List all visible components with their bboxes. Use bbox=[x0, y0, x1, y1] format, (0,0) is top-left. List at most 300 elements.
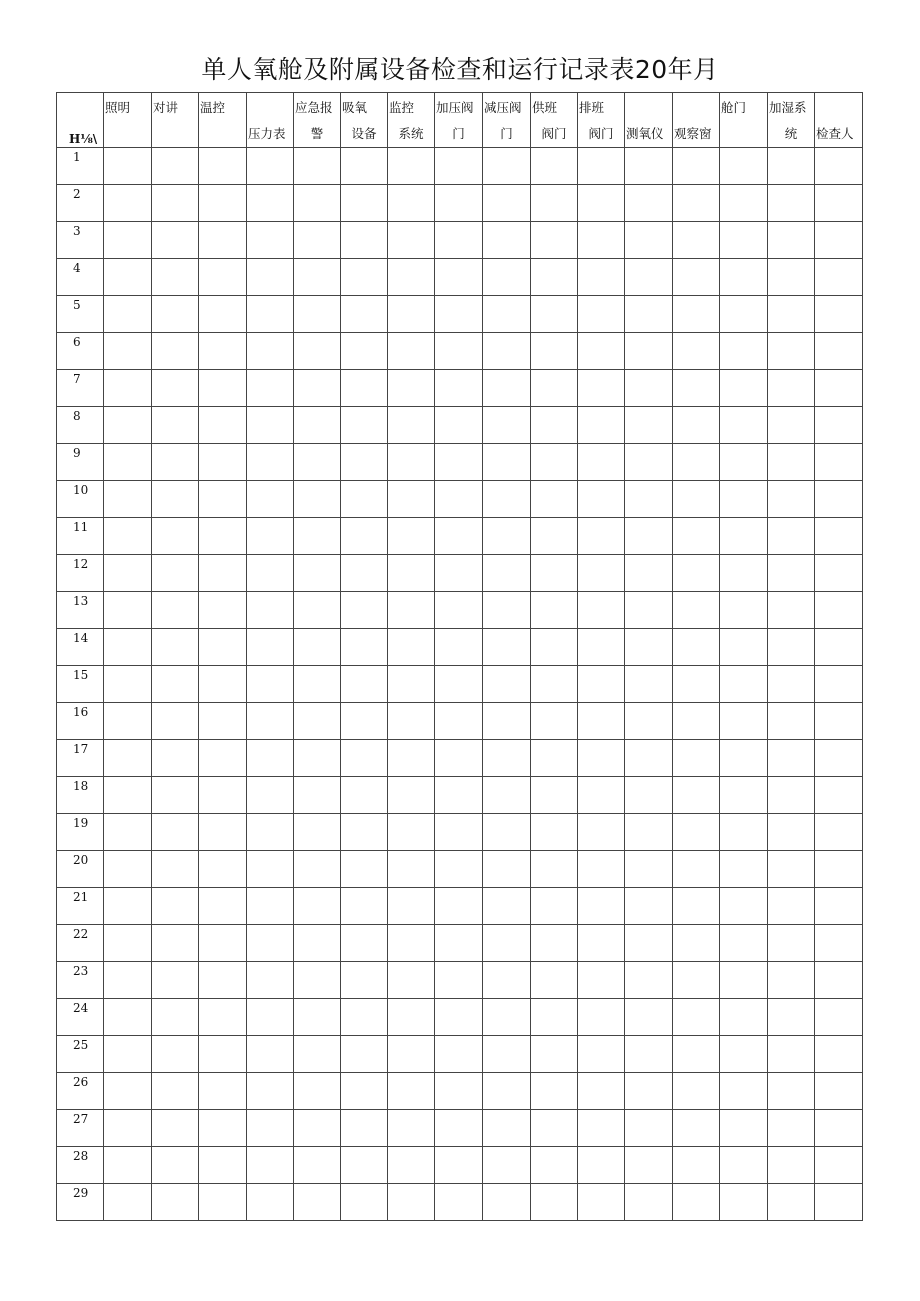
entry-cell[interactable] bbox=[247, 370, 294, 407]
entry-cell[interactable] bbox=[104, 222, 152, 259]
entry-cell[interactable] bbox=[720, 740, 768, 777]
entry-cell[interactable] bbox=[483, 1073, 531, 1110]
entry-cell[interactable] bbox=[341, 444, 388, 481]
entry-cell[interactable] bbox=[768, 1184, 815, 1221]
entry-cell[interactable] bbox=[720, 999, 768, 1036]
entry-cell[interactable] bbox=[104, 703, 152, 740]
entry-cell[interactable] bbox=[673, 1110, 720, 1147]
entry-cell[interactable] bbox=[294, 222, 341, 259]
entry-cell[interactable] bbox=[720, 555, 768, 592]
entry-cell[interactable] bbox=[768, 1073, 815, 1110]
entry-cell[interactable] bbox=[247, 518, 294, 555]
entry-cell[interactable] bbox=[104, 999, 152, 1036]
entry-cell[interactable] bbox=[152, 259, 199, 296]
entry-cell[interactable] bbox=[341, 851, 388, 888]
entry-cell[interactable] bbox=[768, 814, 815, 851]
entry-cell[interactable] bbox=[294, 925, 341, 962]
entry-cell[interactable] bbox=[625, 333, 673, 370]
entry-cell[interactable] bbox=[435, 814, 483, 851]
entry-cell[interactable] bbox=[341, 148, 388, 185]
entry-cell[interactable] bbox=[247, 444, 294, 481]
entry-cell[interactable] bbox=[247, 222, 294, 259]
entry-cell[interactable] bbox=[247, 407, 294, 444]
entry-cell[interactable] bbox=[341, 518, 388, 555]
entry-cell[interactable] bbox=[294, 555, 341, 592]
entry-cell[interactable] bbox=[388, 666, 435, 703]
entry-cell[interactable] bbox=[768, 555, 815, 592]
entry-cell[interactable] bbox=[247, 999, 294, 1036]
entry-cell[interactable] bbox=[435, 592, 483, 629]
entry-cell[interactable] bbox=[815, 333, 863, 370]
entry-cell[interactable] bbox=[388, 888, 435, 925]
entry-cell[interactable] bbox=[625, 444, 673, 481]
entry-cell[interactable] bbox=[768, 925, 815, 962]
entry-cell[interactable] bbox=[104, 629, 152, 666]
entry-cell[interactable] bbox=[435, 740, 483, 777]
entry-cell[interactable] bbox=[720, 1036, 768, 1073]
entry-cell[interactable] bbox=[483, 851, 531, 888]
entry-cell[interactable] bbox=[294, 444, 341, 481]
entry-cell[interactable] bbox=[388, 333, 435, 370]
entry-cell[interactable] bbox=[294, 370, 341, 407]
entry-cell[interactable] bbox=[341, 370, 388, 407]
entry-cell[interactable] bbox=[625, 703, 673, 740]
entry-cell[interactable] bbox=[199, 444, 247, 481]
entry-cell[interactable] bbox=[531, 407, 578, 444]
entry-cell[interactable] bbox=[531, 222, 578, 259]
entry-cell[interactable] bbox=[483, 925, 531, 962]
entry-cell[interactable] bbox=[341, 629, 388, 666]
entry-cell[interactable] bbox=[531, 518, 578, 555]
entry-cell[interactable] bbox=[720, 666, 768, 703]
entry-cell[interactable] bbox=[625, 296, 673, 333]
entry-cell[interactable] bbox=[247, 1036, 294, 1073]
entry-cell[interactable] bbox=[152, 925, 199, 962]
entry-cell[interactable] bbox=[578, 444, 625, 481]
entry-cell[interactable] bbox=[768, 148, 815, 185]
entry-cell[interactable] bbox=[152, 1036, 199, 1073]
entry-cell[interactable] bbox=[720, 518, 768, 555]
entry-cell[interactable] bbox=[435, 925, 483, 962]
entry-cell[interactable] bbox=[531, 1036, 578, 1073]
entry-cell[interactable] bbox=[720, 777, 768, 814]
entry-cell[interactable] bbox=[294, 481, 341, 518]
entry-cell[interactable] bbox=[104, 925, 152, 962]
entry-cell[interactable] bbox=[247, 333, 294, 370]
entry-cell[interactable] bbox=[625, 592, 673, 629]
entry-cell[interactable] bbox=[388, 1184, 435, 1221]
entry-cell[interactable] bbox=[152, 592, 199, 629]
entry-cell[interactable] bbox=[625, 185, 673, 222]
entry-cell[interactable] bbox=[435, 333, 483, 370]
entry-cell[interactable] bbox=[768, 666, 815, 703]
entry-cell[interactable] bbox=[673, 296, 720, 333]
entry-cell[interactable] bbox=[104, 148, 152, 185]
entry-cell[interactable] bbox=[247, 962, 294, 999]
entry-cell[interactable] bbox=[720, 814, 768, 851]
entry-cell[interactable] bbox=[768, 592, 815, 629]
entry-cell[interactable] bbox=[768, 481, 815, 518]
entry-cell[interactable] bbox=[483, 888, 531, 925]
entry-cell[interactable] bbox=[531, 814, 578, 851]
entry-cell[interactable] bbox=[104, 1184, 152, 1221]
entry-cell[interactable] bbox=[104, 444, 152, 481]
entry-cell[interactable] bbox=[483, 481, 531, 518]
entry-cell[interactable] bbox=[673, 1036, 720, 1073]
entry-cell[interactable] bbox=[768, 1110, 815, 1147]
entry-cell[interactable] bbox=[483, 1147, 531, 1184]
entry-cell[interactable] bbox=[294, 1110, 341, 1147]
entry-cell[interactable] bbox=[104, 555, 152, 592]
entry-cell[interactable] bbox=[720, 851, 768, 888]
entry-cell[interactable] bbox=[815, 518, 863, 555]
entry-cell[interactable] bbox=[341, 814, 388, 851]
entry-cell[interactable] bbox=[768, 259, 815, 296]
entry-cell[interactable] bbox=[720, 444, 768, 481]
entry-cell[interactable] bbox=[720, 407, 768, 444]
entry-cell[interactable] bbox=[435, 259, 483, 296]
entry-cell[interactable] bbox=[815, 1073, 863, 1110]
entry-cell[interactable] bbox=[104, 1110, 152, 1147]
entry-cell[interactable] bbox=[341, 777, 388, 814]
entry-cell[interactable] bbox=[673, 481, 720, 518]
entry-cell[interactable] bbox=[720, 925, 768, 962]
entry-cell[interactable] bbox=[578, 1036, 625, 1073]
entry-cell[interactable] bbox=[531, 370, 578, 407]
entry-cell[interactable] bbox=[104, 740, 152, 777]
entry-cell[interactable] bbox=[531, 962, 578, 999]
entry-cell[interactable] bbox=[578, 185, 625, 222]
entry-cell[interactable] bbox=[341, 555, 388, 592]
entry-cell[interactable] bbox=[152, 851, 199, 888]
entry-cell[interactable] bbox=[388, 555, 435, 592]
entry-cell[interactable] bbox=[388, 851, 435, 888]
entry-cell[interactable] bbox=[768, 370, 815, 407]
entry-cell[interactable] bbox=[341, 481, 388, 518]
entry-cell[interactable] bbox=[247, 666, 294, 703]
entry-cell[interactable] bbox=[625, 629, 673, 666]
entry-cell[interactable] bbox=[247, 296, 294, 333]
entry-cell[interactable] bbox=[247, 1184, 294, 1221]
entry-cell[interactable] bbox=[815, 666, 863, 703]
entry-cell[interactable] bbox=[720, 1073, 768, 1110]
entry-cell[interactable] bbox=[104, 1147, 152, 1184]
entry-cell[interactable] bbox=[388, 703, 435, 740]
entry-cell[interactable] bbox=[673, 370, 720, 407]
entry-cell[interactable] bbox=[294, 592, 341, 629]
entry-cell[interactable] bbox=[720, 629, 768, 666]
entry-cell[interactable] bbox=[152, 999, 199, 1036]
entry-cell[interactable] bbox=[578, 370, 625, 407]
entry-cell[interactable] bbox=[104, 333, 152, 370]
entry-cell[interactable] bbox=[388, 296, 435, 333]
entry-cell[interactable] bbox=[199, 148, 247, 185]
entry-cell[interactable] bbox=[483, 1184, 531, 1221]
entry-cell[interactable] bbox=[294, 148, 341, 185]
entry-cell[interactable] bbox=[388, 629, 435, 666]
entry-cell[interactable] bbox=[199, 1184, 247, 1221]
entry-cell[interactable] bbox=[341, 962, 388, 999]
entry-cell[interactable] bbox=[578, 333, 625, 370]
entry-cell[interactable] bbox=[768, 222, 815, 259]
entry-cell[interactable] bbox=[815, 444, 863, 481]
entry-cell[interactable] bbox=[199, 814, 247, 851]
entry-cell[interactable] bbox=[483, 814, 531, 851]
entry-cell[interactable] bbox=[104, 777, 152, 814]
entry-cell[interactable] bbox=[199, 222, 247, 259]
entry-cell[interactable] bbox=[247, 888, 294, 925]
entry-cell[interactable] bbox=[152, 962, 199, 999]
entry-cell[interactable] bbox=[247, 185, 294, 222]
entry-cell[interactable] bbox=[104, 370, 152, 407]
entry-cell[interactable] bbox=[388, 407, 435, 444]
entry-cell[interactable] bbox=[815, 851, 863, 888]
entry-cell[interactable] bbox=[483, 148, 531, 185]
entry-cell[interactable] bbox=[388, 592, 435, 629]
entry-cell[interactable] bbox=[294, 518, 341, 555]
entry-cell[interactable] bbox=[625, 1147, 673, 1184]
entry-cell[interactable] bbox=[483, 222, 531, 259]
entry-cell[interactable] bbox=[341, 1147, 388, 1184]
entry-cell[interactable] bbox=[294, 962, 341, 999]
entry-cell[interactable] bbox=[625, 222, 673, 259]
entry-cell[interactable] bbox=[294, 259, 341, 296]
entry-cell[interactable] bbox=[768, 444, 815, 481]
entry-cell[interactable] bbox=[531, 1147, 578, 1184]
entry-cell[interactable] bbox=[435, 1184, 483, 1221]
entry-cell[interactable] bbox=[199, 1147, 247, 1184]
entry-cell[interactable] bbox=[104, 407, 152, 444]
entry-cell[interactable] bbox=[104, 888, 152, 925]
entry-cell[interactable] bbox=[578, 703, 625, 740]
entry-cell[interactable] bbox=[199, 962, 247, 999]
entry-cell[interactable] bbox=[578, 740, 625, 777]
entry-cell[interactable] bbox=[294, 629, 341, 666]
entry-cell[interactable] bbox=[199, 555, 247, 592]
entry-cell[interactable] bbox=[152, 407, 199, 444]
entry-cell[interactable] bbox=[435, 666, 483, 703]
entry-cell[interactable] bbox=[531, 333, 578, 370]
entry-cell[interactable] bbox=[720, 481, 768, 518]
entry-cell[interactable] bbox=[294, 1184, 341, 1221]
entry-cell[interactable] bbox=[247, 740, 294, 777]
entry-cell[interactable] bbox=[815, 1147, 863, 1184]
entry-cell[interactable] bbox=[294, 296, 341, 333]
entry-cell[interactable] bbox=[341, 1073, 388, 1110]
entry-cell[interactable] bbox=[625, 1110, 673, 1147]
entry-cell[interactable] bbox=[578, 1110, 625, 1147]
entry-cell[interactable] bbox=[483, 999, 531, 1036]
entry-cell[interactable] bbox=[152, 148, 199, 185]
entry-cell[interactable] bbox=[388, 370, 435, 407]
entry-cell[interactable] bbox=[341, 925, 388, 962]
entry-cell[interactable] bbox=[625, 666, 673, 703]
entry-cell[interactable] bbox=[435, 1147, 483, 1184]
entry-cell[interactable] bbox=[720, 185, 768, 222]
entry-cell[interactable] bbox=[341, 407, 388, 444]
entry-cell[interactable] bbox=[720, 296, 768, 333]
entry-cell[interactable] bbox=[388, 740, 435, 777]
entry-cell[interactable] bbox=[720, 259, 768, 296]
entry-cell[interactable] bbox=[578, 222, 625, 259]
entry-cell[interactable] bbox=[815, 185, 863, 222]
entry-cell[interactable] bbox=[388, 999, 435, 1036]
entry-cell[interactable] bbox=[341, 592, 388, 629]
entry-cell[interactable] bbox=[247, 148, 294, 185]
entry-cell[interactable] bbox=[104, 962, 152, 999]
entry-cell[interactable] bbox=[625, 851, 673, 888]
entry-cell[interactable] bbox=[815, 222, 863, 259]
entry-cell[interactable] bbox=[768, 333, 815, 370]
entry-cell[interactable] bbox=[531, 999, 578, 1036]
entry-cell[interactable] bbox=[815, 629, 863, 666]
entry-cell[interactable] bbox=[152, 1110, 199, 1147]
entry-cell[interactable] bbox=[815, 777, 863, 814]
entry-cell[interactable] bbox=[152, 481, 199, 518]
entry-cell[interactable] bbox=[578, 296, 625, 333]
entry-cell[interactable] bbox=[199, 296, 247, 333]
entry-cell[interactable] bbox=[341, 999, 388, 1036]
entry-cell[interactable] bbox=[720, 370, 768, 407]
entry-cell[interactable] bbox=[341, 222, 388, 259]
entry-cell[interactable] bbox=[483, 666, 531, 703]
entry-cell[interactable] bbox=[531, 703, 578, 740]
entry-cell[interactable] bbox=[815, 1110, 863, 1147]
entry-cell[interactable] bbox=[578, 555, 625, 592]
entry-cell[interactable] bbox=[768, 999, 815, 1036]
entry-cell[interactable] bbox=[625, 407, 673, 444]
entry-cell[interactable] bbox=[247, 629, 294, 666]
entry-cell[interactable] bbox=[578, 629, 625, 666]
entry-cell[interactable] bbox=[388, 185, 435, 222]
entry-cell[interactable] bbox=[435, 888, 483, 925]
entry-cell[interactable] bbox=[673, 518, 720, 555]
entry-cell[interactable] bbox=[768, 296, 815, 333]
entry-cell[interactable] bbox=[483, 444, 531, 481]
entry-cell[interactable] bbox=[483, 407, 531, 444]
entry-cell[interactable] bbox=[152, 1073, 199, 1110]
entry-cell[interactable] bbox=[483, 518, 531, 555]
entry-cell[interactable] bbox=[199, 925, 247, 962]
entry-cell[interactable] bbox=[673, 629, 720, 666]
entry-cell[interactable] bbox=[625, 999, 673, 1036]
entry-cell[interactable] bbox=[768, 962, 815, 999]
entry-cell[interactable] bbox=[483, 370, 531, 407]
entry-cell[interactable] bbox=[152, 740, 199, 777]
entry-cell[interactable] bbox=[435, 629, 483, 666]
entry-cell[interactable] bbox=[199, 999, 247, 1036]
entry-cell[interactable] bbox=[152, 185, 199, 222]
entry-cell[interactable] bbox=[294, 814, 341, 851]
entry-cell[interactable] bbox=[578, 777, 625, 814]
entry-cell[interactable] bbox=[673, 1147, 720, 1184]
entry-cell[interactable] bbox=[625, 148, 673, 185]
entry-cell[interactable] bbox=[483, 296, 531, 333]
entry-cell[interactable] bbox=[673, 148, 720, 185]
entry-cell[interactable] bbox=[435, 444, 483, 481]
entry-cell[interactable] bbox=[578, 148, 625, 185]
entry-cell[interactable] bbox=[199, 185, 247, 222]
entry-cell[interactable] bbox=[531, 444, 578, 481]
entry-cell[interactable] bbox=[435, 481, 483, 518]
entry-cell[interactable] bbox=[388, 148, 435, 185]
entry-cell[interactable] bbox=[199, 481, 247, 518]
entry-cell[interactable] bbox=[531, 592, 578, 629]
entry-cell[interactable] bbox=[152, 518, 199, 555]
entry-cell[interactable] bbox=[199, 259, 247, 296]
entry-cell[interactable] bbox=[673, 962, 720, 999]
entry-cell[interactable] bbox=[247, 703, 294, 740]
entry-cell[interactable] bbox=[247, 925, 294, 962]
entry-cell[interactable] bbox=[104, 1036, 152, 1073]
entry-cell[interactable] bbox=[625, 370, 673, 407]
entry-cell[interactable] bbox=[578, 259, 625, 296]
entry-cell[interactable] bbox=[625, 259, 673, 296]
entry-cell[interactable] bbox=[247, 814, 294, 851]
entry-cell[interactable] bbox=[294, 703, 341, 740]
entry-cell[interactable] bbox=[531, 777, 578, 814]
entry-cell[interactable] bbox=[388, 814, 435, 851]
entry-cell[interactable] bbox=[341, 296, 388, 333]
entry-cell[interactable] bbox=[388, 1110, 435, 1147]
entry-cell[interactable] bbox=[673, 333, 720, 370]
entry-cell[interactable] bbox=[768, 1036, 815, 1073]
entry-cell[interactable] bbox=[815, 962, 863, 999]
entry-cell[interactable] bbox=[435, 148, 483, 185]
entry-cell[interactable] bbox=[625, 555, 673, 592]
entry-cell[interactable] bbox=[815, 370, 863, 407]
entry-cell[interactable] bbox=[199, 740, 247, 777]
entry-cell[interactable] bbox=[388, 222, 435, 259]
entry-cell[interactable] bbox=[578, 925, 625, 962]
entry-cell[interactable] bbox=[294, 888, 341, 925]
entry-cell[interactable] bbox=[673, 666, 720, 703]
entry-cell[interactable] bbox=[673, 185, 720, 222]
entry-cell[interactable] bbox=[152, 629, 199, 666]
entry-cell[interactable] bbox=[199, 777, 247, 814]
entry-cell[interactable] bbox=[104, 481, 152, 518]
entry-cell[interactable] bbox=[720, 1147, 768, 1184]
entry-cell[interactable] bbox=[104, 259, 152, 296]
entry-cell[interactable] bbox=[388, 1036, 435, 1073]
entry-cell[interactable] bbox=[247, 555, 294, 592]
entry-cell[interactable] bbox=[673, 703, 720, 740]
entry-cell[interactable] bbox=[104, 814, 152, 851]
entry-cell[interactable] bbox=[578, 518, 625, 555]
entry-cell[interactable] bbox=[768, 851, 815, 888]
entry-cell[interactable] bbox=[435, 777, 483, 814]
entry-cell[interactable] bbox=[199, 851, 247, 888]
entry-cell[interactable] bbox=[199, 666, 247, 703]
entry-cell[interactable] bbox=[625, 481, 673, 518]
entry-cell[interactable] bbox=[152, 370, 199, 407]
entry-cell[interactable] bbox=[341, 1110, 388, 1147]
entry-cell[interactable] bbox=[294, 1147, 341, 1184]
entry-cell[interactable] bbox=[435, 703, 483, 740]
entry-cell[interactable] bbox=[578, 1073, 625, 1110]
entry-cell[interactable] bbox=[673, 851, 720, 888]
entry-cell[interactable] bbox=[531, 629, 578, 666]
entry-cell[interactable] bbox=[815, 296, 863, 333]
entry-cell[interactable] bbox=[531, 148, 578, 185]
entry-cell[interactable] bbox=[104, 1073, 152, 1110]
entry-cell[interactable] bbox=[435, 370, 483, 407]
entry-cell[interactable] bbox=[578, 407, 625, 444]
entry-cell[interactable] bbox=[435, 296, 483, 333]
entry-cell[interactable] bbox=[673, 407, 720, 444]
entry-cell[interactable] bbox=[435, 1110, 483, 1147]
entry-cell[interactable] bbox=[104, 851, 152, 888]
